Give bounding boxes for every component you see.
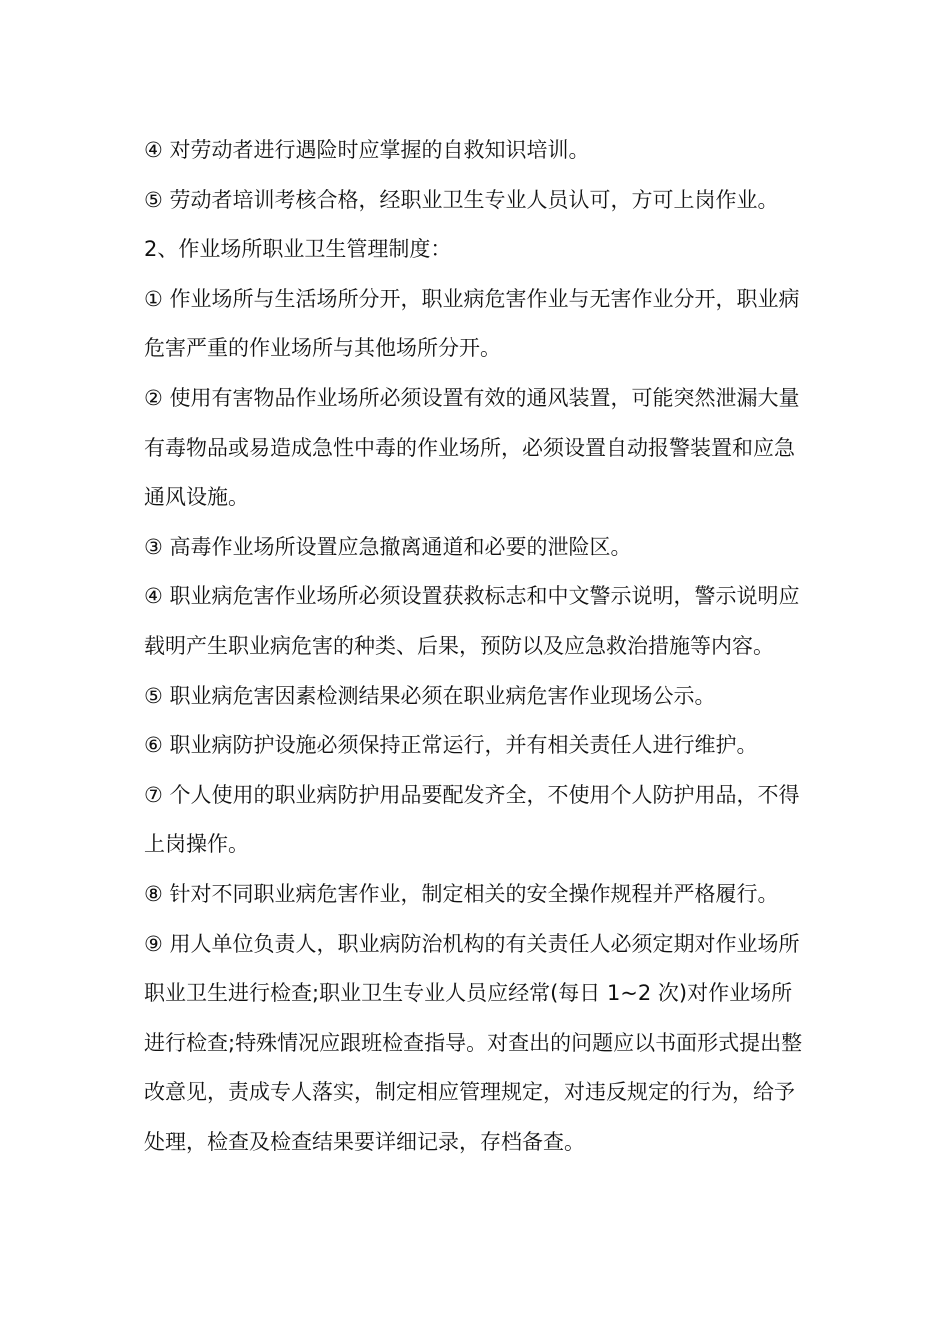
- paragraph-item-4-training: ④ 对劳动者进行遇险时应掌握的自救知识培训。: [144, 138, 590, 162]
- paragraph-item-6-maintenance: ⑥ 职业病防护设施必须保持正常运行，并有相关责任人进行维护。: [144, 733, 758, 758]
- paragraph-item-8-operating-rules: ⑧ 针对不同职业病危害作业，制定相关的安全操作规程并严格履行。: [144, 881, 779, 906]
- paragraph-item-7-protective-gear: ⑦ 个人使用的职业病防护用品要配发齐全，不使用个人防护用品，不得上岗操作。: [144, 782, 800, 857]
- paragraph-item-9-inspection: ⑨ 用人单位负责人，职业病防治机构的有关责任人必须定期对作业场所职业卫生进行检查;职业卫生专业人员应经常(每日 1~2 次)对作业场所进行检查;特殊情况应跟班检查指导。对查出的问题应以书面形式提出整改意见，责成专人落实，制定相应管理规定，对违反规定的行为，给予处理，检查及检查结果要详细记录，存档备查。: [144, 931, 803, 1154]
- paragraph-item-4-warning-signs: ④ 职业病危害作业场所必须设置获救标志和中文警示说明，警示说明应载明产生职业病危害的种类、后果，预防以及应急救治措施等内容。: [144, 584, 800, 658]
- paragraph-item-1-separation: ① 作业场所与生活场所分开，职业病危害作业与无害作业分开，职业病危害严重的作业场所与其他场所分开。: [144, 286, 800, 361]
- paragraph-item-5-publication: ⑤ 职业病危害因素检测结果必须在职业病危害作业现场公示。: [144, 683, 716, 708]
- document-body: [144, 126, 808, 1167]
- section-heading-workplace-hygiene: 2、作业场所职业卫生管理制度：: [144, 237, 452, 262]
- paragraph-item-5-assessment: ⑤ 劳动者培训考核合格，经职业卫生专业人员认可，方可上岗作业。: [144, 187, 779, 212]
- paragraph-item-3-evacuation: ③ 高毒作业场所设置应急撤离通道和必要的泄险区。: [144, 534, 632, 559]
- paragraph-item-2-ventilation: ② 使用有害物品作业场所必须设置有效的通风装置，可能突然泄漏大量有毒物品或易造成急性中毒的作业场所，必须设置自动报警装置和应急通风设施。: [144, 385, 800, 510]
